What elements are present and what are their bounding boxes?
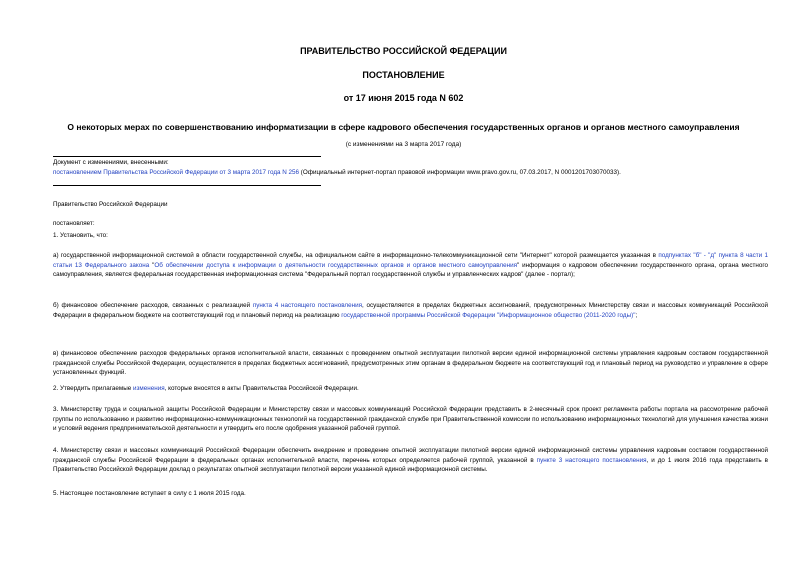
amendments-link[interactable]: изменения <box>133 385 165 392</box>
amendment-link[interactable]: постановлением Правительства Российской Федерации от 3 марта 2017 года N 256 <box>53 169 300 176</box>
state-program-link[interactable]: государственной программы Российской Федерации "Информационное общество (2011-2020 годы)" <box>341 311 636 319</box>
paragraph-2 <box>53 384 359 394</box>
paragraph-2-text-2: , которые вносятся в акты Правительства Российской Федерации. <box>164 385 359 392</box>
federal-law-subpoints-link[interactable]: подпунктах "б" - "д" пункта 8 части 1 статьи 13 Федерального закона <box>53 252 768 269</box>
paragraph-4 <box>53 446 768 475</box>
document-type: ПОСТАНОВЛЕНИЕ <box>362 70 445 80</box>
point-4-link[interactable]: пункта 4 настоящего постановления <box>252 302 363 309</box>
paragraph-1v: в) финансовое обеспечение расходов федеральных органов исполнительной власти, связанных с проведением опытной эксплуатации пилотной версии единой информационной системы управления кадровым составом государственной гражданской службы Российской Федерации, осуществляется в пределах бюджетных ассигнований, предусмотренных этим органам в федеральном бюджете на соответствующий год и плановый период на руководство и управление в сфере установленных функций. <box>53 350 768 377</box>
paragraph-1b-text-2: , осуществляется в пределах бюджетных ассигнований, предусмотренных Министерству связи и массовых коммуникаций Российской Федерации в федеральном бюджете на соответствующий год и плановый период на реализацию <box>53 302 769 319</box>
paragraph-1a <box>53 251 768 280</box>
paragraph-1a-text-3: " информация о кадровом обеспечении государственного органа, органа местного самоуправления, является федеральная государственная информационная система "Федеральный портал государственной службы и управленческих кадров" (далее - портал); <box>53 261 768 279</box>
paragraph-1: 1. Установить, что: <box>53 232 108 239</box>
federal-law-title-link[interactable]: Об обеспечении доступа к информации о деятельности государственных органов и органов местного самоуправления <box>154 261 518 269</box>
paragraph-2-text-1: 2. Утвердить прилагаемые <box>53 385 133 392</box>
paragraph-1a-text-2: " <box>149 261 155 269</box>
paragraph-1b-text-3: ; <box>635 311 638 319</box>
divider-bottom <box>53 185 321 186</box>
paragraph-4-text-1: 4. Министерству связи и массовых коммуникаций Российской Федерации обеспечить внедрение и проведение опытной эксплуатации пилотной версии единой информационной системы управления кадровым составом государственной гражданской службы Российской Федерации в федеральных органах исполнительной власти, перечень которых определяется рабочей группой, указанной в <box>53 447 768 464</box>
point-3-link[interactable]: пункте 3 настоящего постановления <box>536 456 647 464</box>
paragraph-5: 5. Настоящее постановление вступает в силу с 1 июля 2015 года. <box>53 490 246 497</box>
paragraph-3: 3. Министерству труда и социальной защиты Российской Федерации и Министерству связи и массовых коммуникаций Российской Федерации представить в 2-месячный срок проект регламента работы портала на рассмотрение рабочей группы по использованию и развитию информационно-коммуникационных технологий на государственной гражданской службе при Правительственной комиссии по использованию информационных технологий для улучшения качества жизни и условий ведения предпринимательской деятельности и утвердить его после одобрения указанной рабочей группой. <box>53 406 768 433</box>
paragraph-4-text-2: , и до 1 июля 2016 года представить в Правительство Российской Федерации доклад о результатах опытной эксплуатации пилотной версии указанной единой информационной системы. <box>53 456 768 474</box>
changes-label: Документ с изменениями, внесенными: <box>53 159 169 166</box>
amendment-note: (с изменениями на 3 марта 2017 года) <box>345 141 462 148</box>
decree-word: постановляет: <box>53 220 95 227</box>
divider-top <box>53 156 321 157</box>
paragraph-1b-text-1: б) финансовое обеспечение расходов, связанных с реализацией <box>53 302 253 309</box>
intro-text: Правительство Российской Федерации <box>53 201 168 208</box>
paragraph-1b <box>53 301 768 320</box>
paragraph-1a-text-1: а) государственной информационной системой в области государственной службы, на официальном сайте в информационно-телекоммуникационной сети "Интернет" которой размещается указанная в <box>53 252 659 259</box>
changes-source: (Официальный интернет-портал правовой информации www.pravo.gov.ru, 07.03.2017, N 0001201703070033). <box>299 169 621 176</box>
government-heading: ПРАВИТЕЛЬСТВО РОССИЙСКОЙ ФЕДЕРАЦИИ <box>300 46 507 56</box>
document-date: от 17 июня 2015 года N 602 <box>343 93 464 103</box>
document-title: О некоторых мерах по совершенствованию информатизации в сфере кадрового обеспечения государственных органов и органов местного самоуправления <box>67 122 740 132</box>
changes-line <box>53 168 621 178</box>
